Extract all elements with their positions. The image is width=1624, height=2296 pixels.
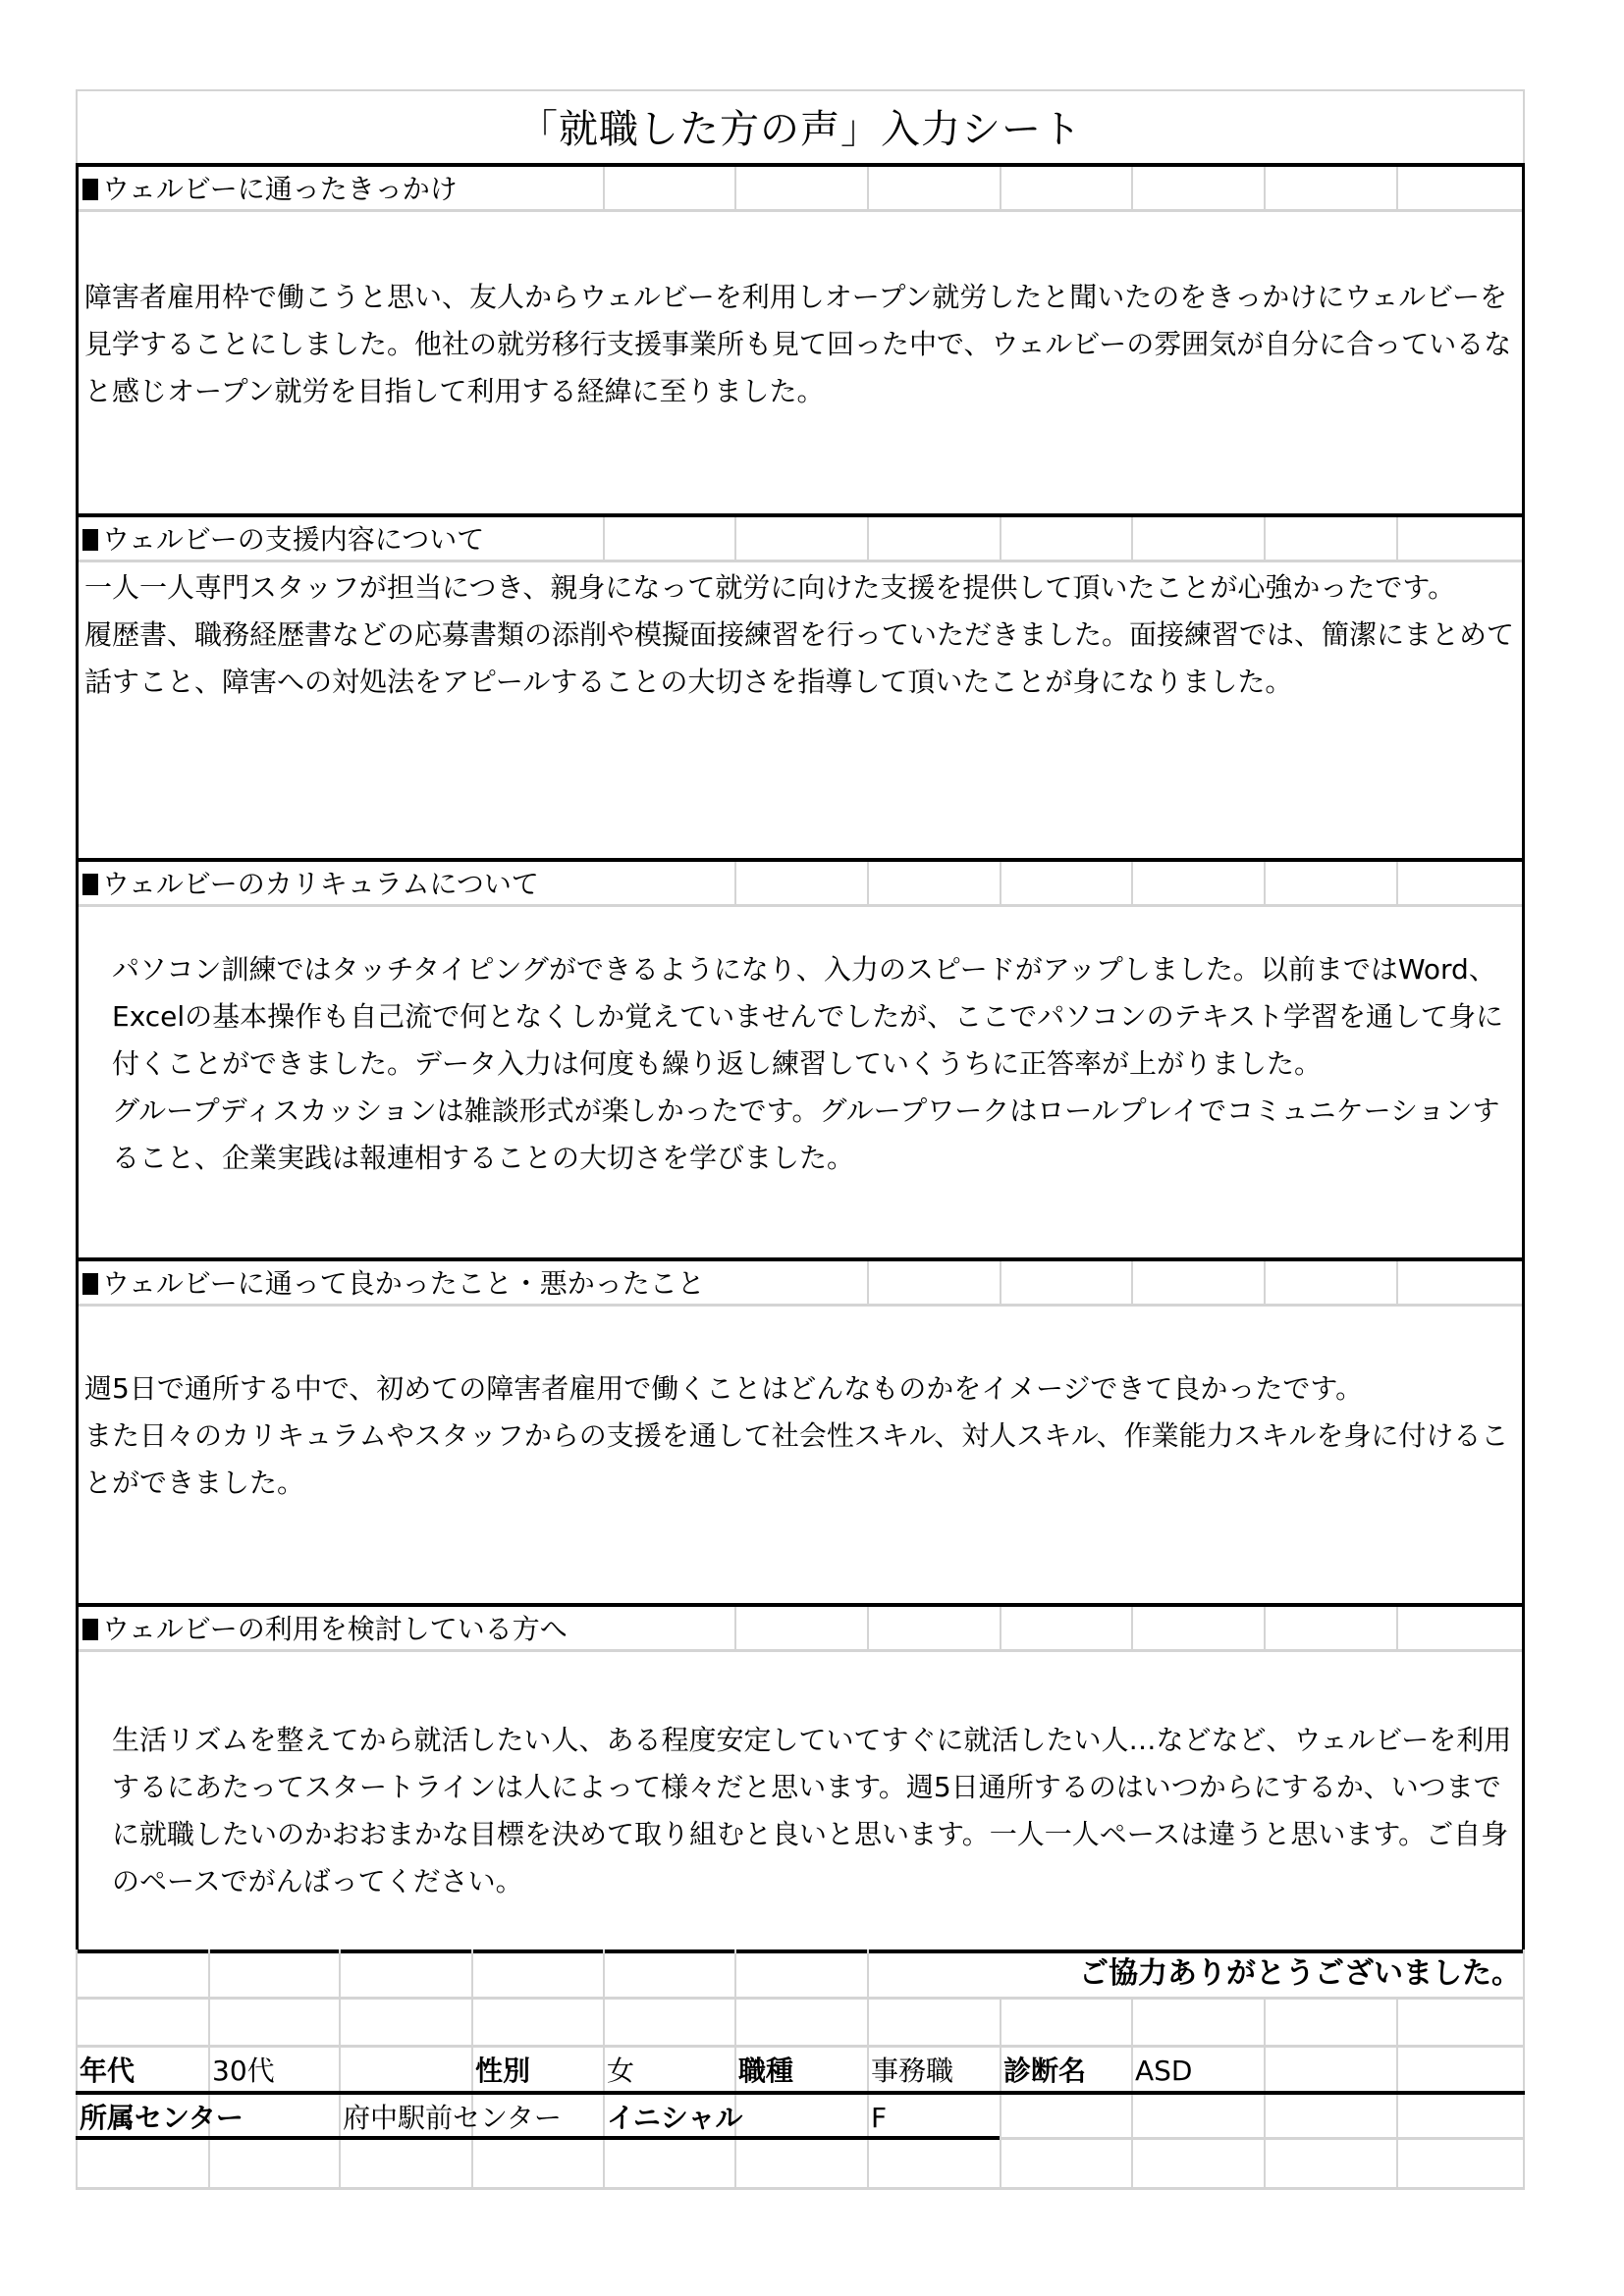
- section-heading: [82, 173, 458, 206]
- answer-paragraph: 履歴書、職務経歴書などの応募書類の添削や模擬面接練習を行っていただきました。面接練習では、簡潔にまとめて話すこと、障害への対処法をアピールすることの大切さを指導して頂いたことが身になりました。: [84, 618, 1515, 698]
- section-header: [79, 167, 1522, 212]
- square-bullet-icon: [82, 874, 98, 895]
- job-label: 職種: [738, 2055, 794, 2087]
- initial-label: イニシャル: [607, 2102, 743, 2134]
- age-label: 年代: [80, 2055, 135, 2087]
- square-bullet-icon: [82, 179, 98, 200]
- square-bullet-icon: [82, 529, 98, 551]
- job-value: 事務職: [871, 2055, 954, 2087]
- section-body: [79, 907, 1522, 1182]
- section-heading-text: ウェルビーの支援内容について: [102, 523, 485, 556]
- section-body: [79, 212, 1522, 415]
- page-title: 「就職した方の声」入力シート: [518, 107, 1082, 152]
- profile-row-2: [76, 2095, 1525, 2140]
- answer-paragraph: 週5日で通所する中で、初めての障害者雇用で働くことはどんなものかをイメージできて良かったです。: [84, 1372, 1364, 1405]
- section-message: [76, 1603, 1525, 1949]
- diagnosis-label: 診断名: [1003, 2055, 1087, 2087]
- section-heading: [82, 1267, 705, 1301]
- answer-paragraph: 生活リズムを整えてから就活したい人、ある程度安定していてすぐに就活したい人…などなど、ウェルビーを利用するにあたってスタートラインは人によって様々だと思います。週5日通所するのはいつからにするか、いつまでに就職したいのかおおまかな目標を決めて取り組むと良いと思います。一人一人ペースは違うと思います。ご自身のペースでがんばってください。: [112, 1724, 1512, 1897]
- section-heading: [82, 868, 539, 901]
- age-value: 30代: [212, 2055, 275, 2087]
- section-header: [79, 1261, 1522, 1307]
- answer-paragraph: パソコン訓練ではタッチタイピングができるようになり、入力のスピードがアップしました。以前まではWord、Excelの基本操作も自己流で何となくしか覚えていませんでしたが、ここでパソコンのテキスト学習を通して身に付くことができました。データ入力は何度も繰り返し練習していくうちに正答率が上がりました。: [112, 953, 1504, 1080]
- gender-value: 女: [607, 2055, 635, 2087]
- thanks-message: ご協力ありがとうございました。: [1079, 1956, 1521, 1991]
- section-header: [79, 862, 1522, 907]
- section-heading: [82, 523, 484, 557]
- section-support: [76, 513, 1525, 858]
- thanks-row: [76, 1949, 1525, 1999]
- input-sheet: [76, 89, 1525, 2190]
- section-reason: [76, 163, 1525, 513]
- answer-paragraph: また日々のカリキュラムやスタッフからの支援を通して社会性スキル、対人スキル、作業能力スキルを身に付けることができました。: [84, 1419, 1509, 1499]
- section-heading-text: ウェルビーに通ったきっかけ: [102, 173, 458, 205]
- section-body: [79, 562, 1522, 706]
- section-heading-text: ウェルビーの利用を検討している方へ: [102, 1613, 568, 1645]
- gender-label: 性別: [475, 2055, 531, 2087]
- initial-value: F: [871, 2102, 888, 2134]
- section-heading-text: ウェルビーに通って良かったこと・悪かったこと: [102, 1267, 705, 1300]
- section-pros-cons: [76, 1257, 1525, 1603]
- center-label: 所属センター: [80, 2102, 244, 2134]
- section-body: [79, 1652, 1522, 1905]
- section-curriculum: [76, 858, 1525, 1257]
- answer-paragraph: 一人一人専門スタッフが担当につき、親身になって就労に向けた支援を提供して頂いたことが心強かったです。: [84, 571, 1456, 604]
- section-body: [79, 1307, 1522, 1507]
- section-header: [79, 1607, 1522, 1652]
- center-value: 府中駅前センター: [343, 2102, 562, 2134]
- square-bullet-icon: [82, 1273, 98, 1295]
- section-heading: [82, 1613, 568, 1646]
- answer-paragraph: 障害者雇用枠で働こうと思い、友人からウェルビーを利用しオープン就労したと聞いたのをきっかけにウェルビーを見学することにしました。他社の就労移行支援事業所も見て回った中で、ウェルビーの雰囲気が自分に合っているなと感じオープン就労を目指して利用する経緯に至りました。: [84, 281, 1512, 407]
- section-heading-text: ウェルビーのカリキュラムについて: [102, 868, 539, 900]
- square-bullet-icon: [82, 1619, 98, 1640]
- answer-paragraph: グループディスカッションは雑談形式が楽しかったです。グループワークはロールプレイでコミュニケーションすること、企業実践は報連相することの大切さを学びました。: [112, 1095, 1500, 1174]
- profile-row-1: [76, 2048, 1525, 2093]
- section-header: [79, 517, 1522, 562]
- diagnosis-value: ASD: [1135, 2055, 1193, 2087]
